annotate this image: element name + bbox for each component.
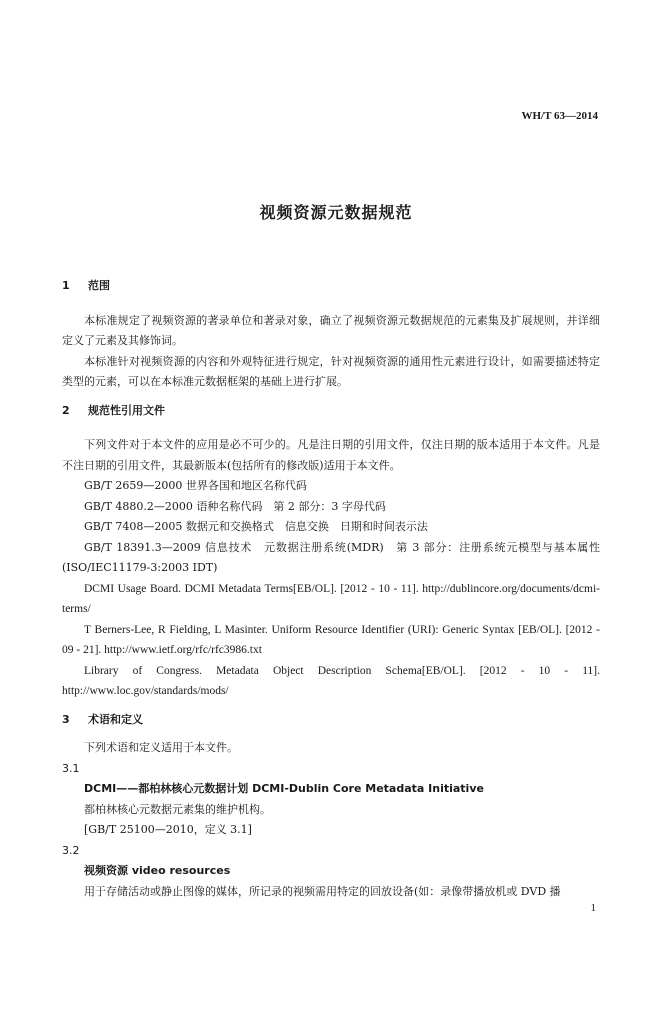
- section-title: 规范性引用文件: [88, 403, 165, 417]
- document-title: 视频资源元数据规范: [259, 203, 413, 222]
- term-source: [GB/T 25100—2010，定义 3.1]: [84, 823, 252, 836]
- term-title: DCMI——都柏林核心元数据计划 DCMI-Dublin Core Metadata Initiative: [84, 782, 484, 795]
- paragraph: 本标准针对视频资源的内容和外观特征进行规定，针对视频资源的通用性元素进行设计，如需要描述特定类型的元素，可以在本标准元数据框架的基础上进行扩展。: [62, 354, 600, 388]
- reference-item: GB/T 2659—2000 世界各国和地区名称代码: [84, 479, 307, 492]
- term-number: 3.2: [62, 843, 80, 857]
- section-number: 2: [62, 403, 70, 417]
- document-code: WH/T 63—2014: [521, 110, 598, 122]
- term-number: 3.1: [62, 761, 80, 775]
- reference-item: Library of Congress. Metadata Object Description Schema[EB/OL]. [2012 - 10 - 11]. http://www.loc.gov/standards/mods/: [62, 664, 600, 697]
- page-number: 1: [590, 902, 596, 914]
- section-number: 1: [62, 279, 70, 292]
- term-title: 视频资源 video resources: [84, 864, 231, 877]
- section-1-heading: [62, 276, 600, 297]
- reference-item: GB/T 4880.2—2000 语种名称代码 第 2 部分：3 字母代码: [84, 499, 386, 513]
- section-title: 术语和定义: [88, 712, 143, 726]
- section-title: 范围: [88, 279, 110, 292]
- reference-item: GB/T 7408—2005 数据元和交换格式 信息交换 日期和时间表示法: [84, 520, 428, 533]
- section-3-heading: [62, 710, 600, 731]
- document-body: [62, 276, 600, 902]
- term-definition: 都柏林核心元数据元素集的维护机构。: [84, 802, 271, 816]
- reference-item: T Berners-Lee, R Fielding, L Masinter. Uniform Resource Identifier (URI): Generic Syntax [EB/OL]. [2012 - 09 - 21]. http://www.ietf.org/rfc/rfc3986.txt: [62, 623, 600, 656]
- term-definition: 用于存储活动或静止图像的媒体，所记录的视频需用特定的回放设备(如：录像带播放机或 DVD 播: [84, 884, 561, 898]
- paragraph: 下列术语和定义适用于本文件。: [84, 741, 238, 754]
- section-number: 3: [62, 712, 70, 726]
- reference-item: DCMI Usage Board. DCMI Metadata Terms[EB/OL]. [2012 - 10 - 11]. http://dublincore.org/documents/dcmi-terms/: [62, 582, 600, 615]
- reference-item: GB/T 18391.3—2009 信息技术 元数据注册系统(MDR) 第 3 部分：注册系统元模型与基本属性(ISO/IEC11179-3:2003 IDT): [62, 540, 600, 574]
- section-2-heading: [62, 401, 600, 422]
- paragraph: 本标准规定了视频资源的著录单位和著录对象，确立了视频资源元数据规范的元素集及扩展规则，并详细定义了元素及其修饰词。: [62, 313, 600, 347]
- paragraph: 下列文件对于本文件的应用是必不可少的。凡是注日期的引用文件，仅注日期的版本适用于本文件。凡是不注日期的引用文件，其最新版本(包括所有的修改版)适用于本文件。: [62, 438, 600, 472]
